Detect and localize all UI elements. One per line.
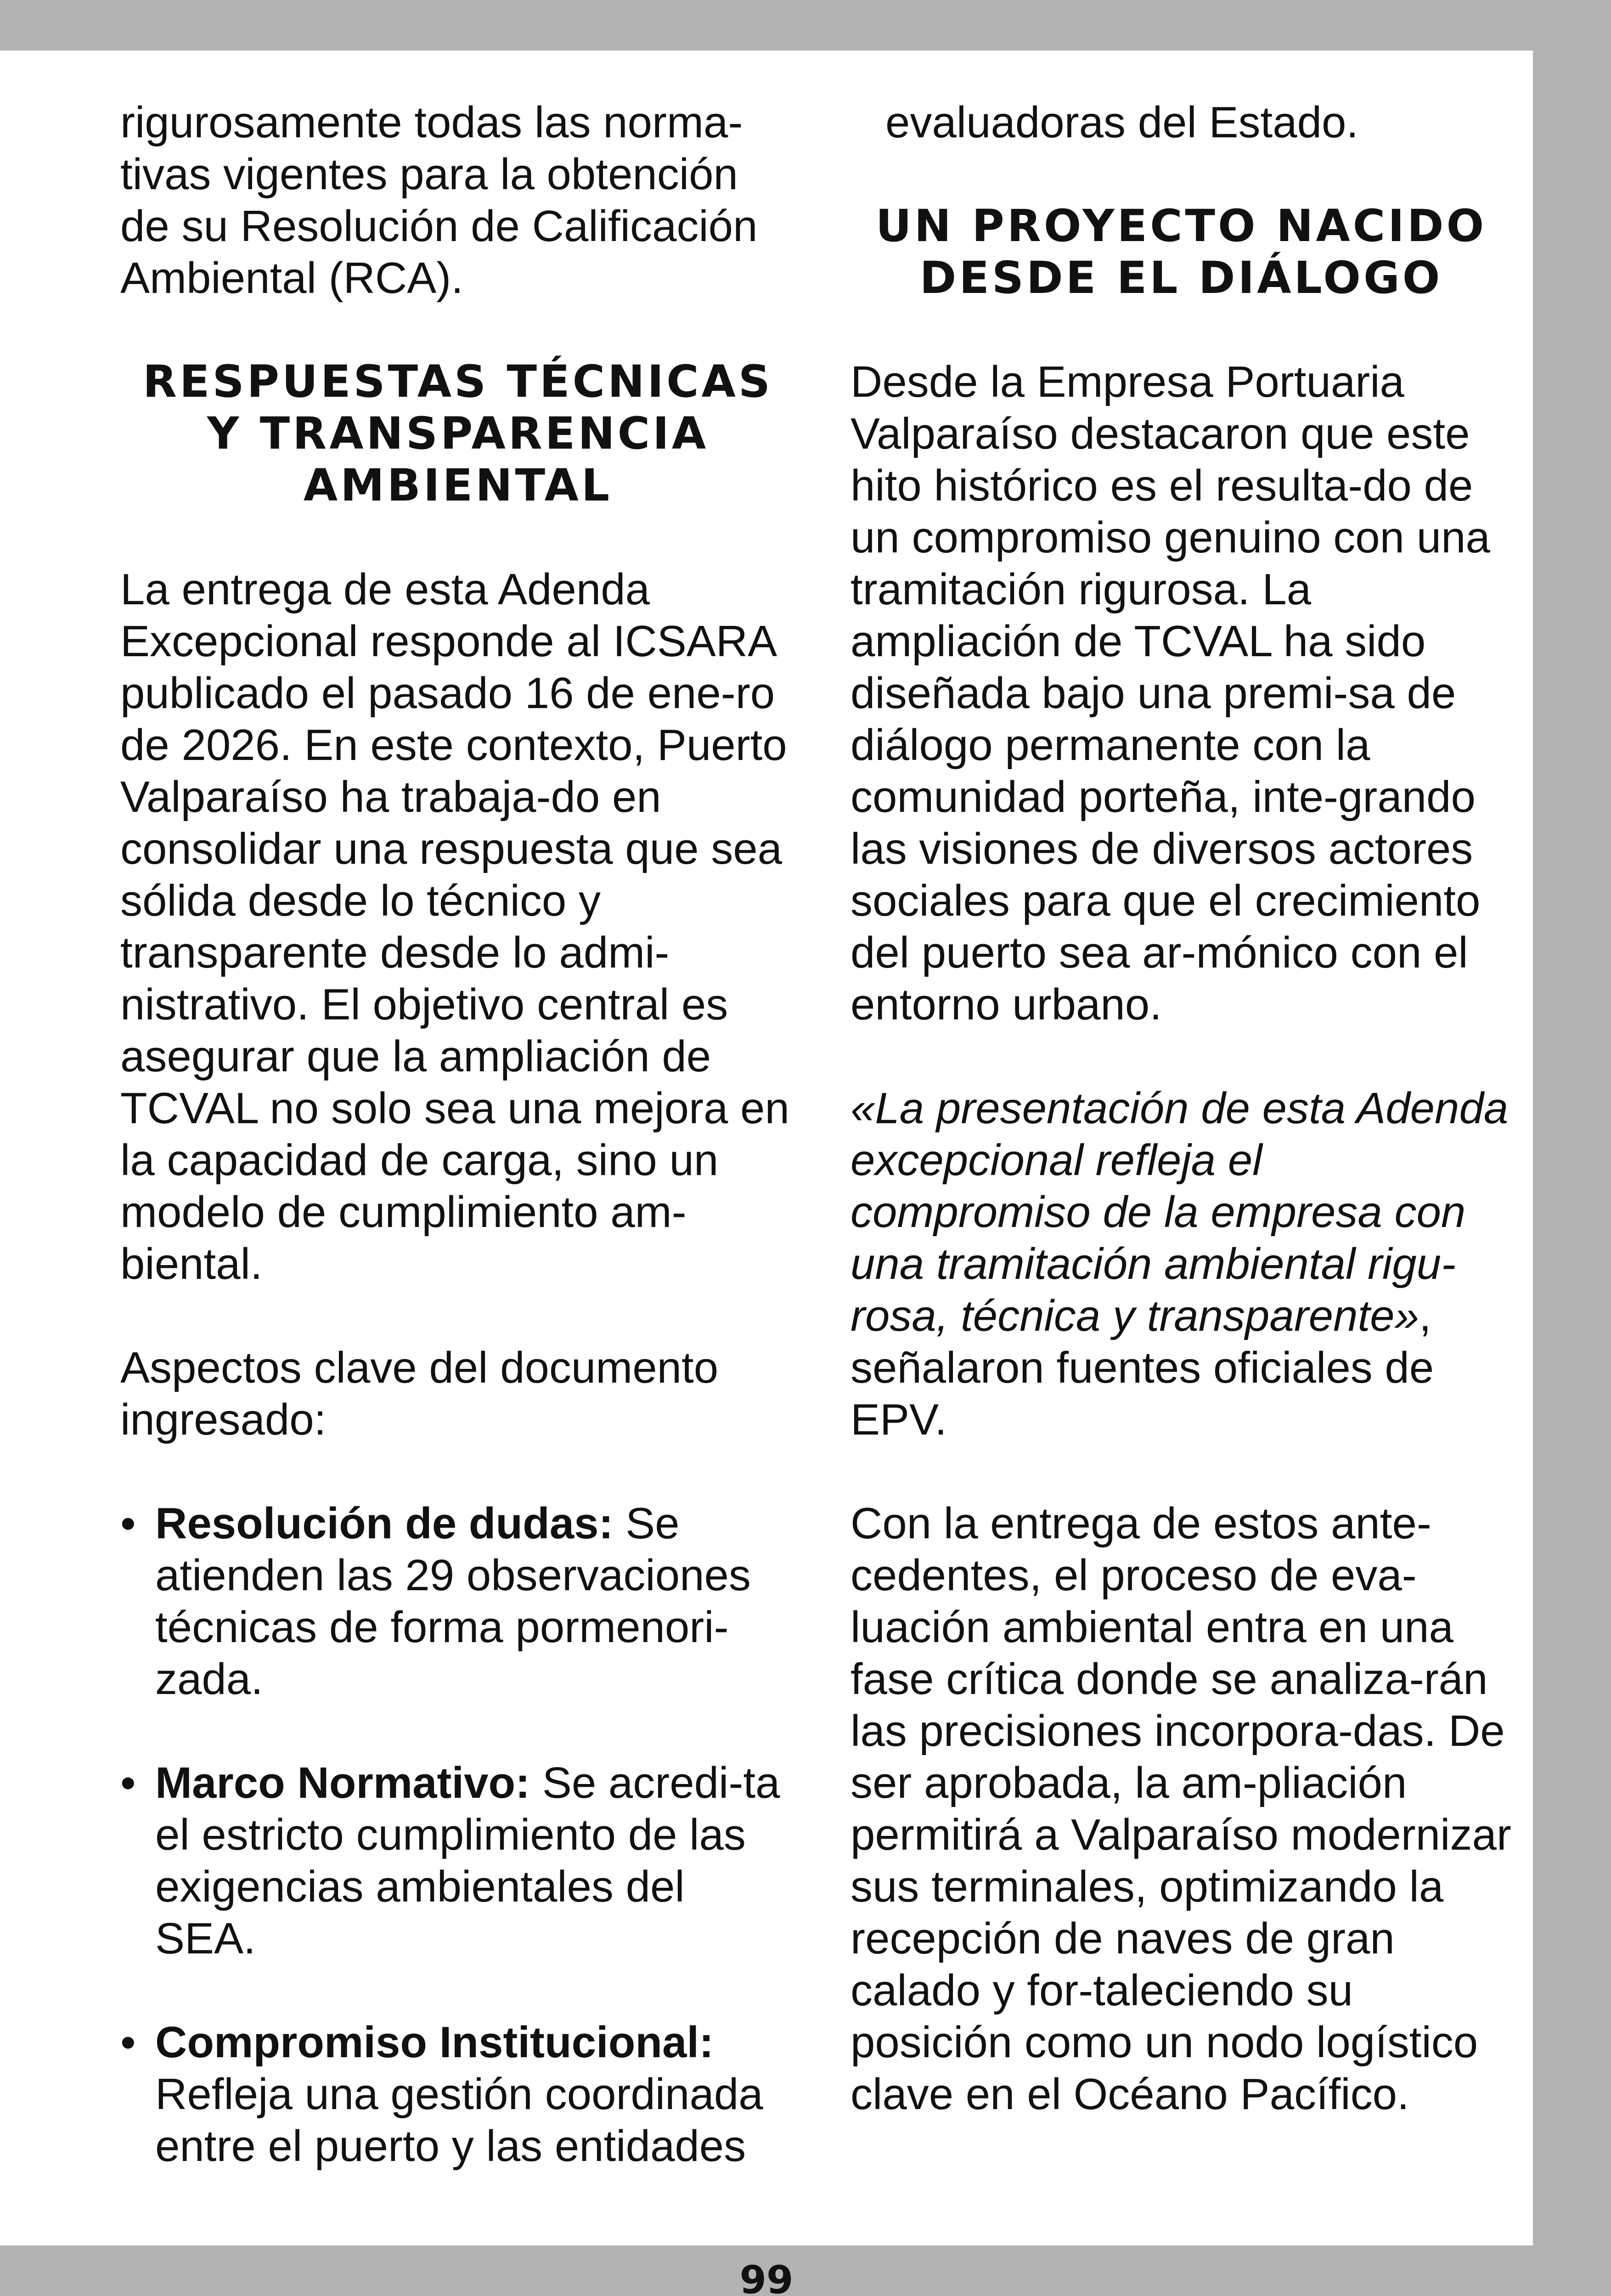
bullet-text: Se acredi-ta el estricto cumplimiento de las exigencias ambientales del SEA. xyxy=(155,1758,780,1963)
bullet-icon: • xyxy=(120,1758,136,1807)
document-page xyxy=(0,51,1533,2296)
left-column xyxy=(120,96,795,2172)
quote-attribution: , señalaron fuentes oficiales de EPV. xyxy=(851,1291,1434,1444)
right-column xyxy=(851,96,1512,2120)
section-heading-dialogue-project: UN PROYECTO NACIDO DESDE EL DIÁLOGO xyxy=(875,200,1487,304)
bullet-text: Se atienden las 29 observaciones técnicas de forma pormenori-zada. xyxy=(155,1499,751,1704)
page-number: 99 xyxy=(739,2257,794,2296)
key-aspects-intro: Aspectos clave del documento ingresado: xyxy=(120,1343,719,1444)
section-heading-technical-responses: RESPUESTAS TÉCNICAS Y TRANSPARENCIA AMBIENTAL xyxy=(142,356,773,511)
bullet-title: Marco Normativo: xyxy=(155,1758,530,1807)
bullet-icon: • xyxy=(120,2018,136,2067)
quote-paragraph xyxy=(851,1082,1512,1446)
continuation-text: evaluadoras del Estado. xyxy=(885,98,1359,147)
body-paragraph: Desde la Empresa Portuaria Valparaíso destacaron que este hito histórico es el resulta-do de un compromiso genuino con una tramitación rigurosa. La ampliación de TCVAL ha sido diseñada bajo una premi-sa de diálogo permanente con la comunidad porteña, inte-grando las visiones de diversos actores sociales para que el crecimiento del puerto sea ar-mónico con el entorno urbano. xyxy=(851,357,1490,1029)
bullet-item-regulatory-framework xyxy=(120,1757,795,1964)
body-paragraph-closing: Con la entrega de estos ante-cedentes, el proceso de eva-luación ambiental entra en una fase crítica donde se analiza-rán las precisiones incorpora-das. De ser aprobada, la am-pliación permitirá a Valparaíso modernizar sus terminales, optimizando la recepción de naves de gran calado y for-taleciendo su posición como un nodo logístico clave en el Océano Pacífico. xyxy=(851,1499,1511,2119)
bullet-text: Refleja una gestión coordinada entre el puerto y las entidades xyxy=(155,2070,763,2171)
body-paragraph: La entrega de esta Adenda Excepcional responde al ICSARA publicado el pasado 16 de ene-ro de 2026. En este contexto, Puerto Valparaíso ha trabaja-do en consolidar una respuesta que sea sólida desde lo técnico y transparente desde lo admi-nistrativo. El objetivo central es asegurar que la ampliación de TCVAL no solo sea una mejora en la capacidad de carga, sino un modelo de cumplimiento am-biental. xyxy=(120,565,789,1289)
bullet-title: Resolución de dudas: xyxy=(155,1499,614,1548)
bullet-item-institutional-commitment xyxy=(120,2016,795,2172)
quote-text: «La presentación de esta Adenda excepcional refleja el compromiso de la empresa con una tramitación ambiental rigu-rosa, técnica y transparente» xyxy=(851,1084,1509,1340)
bullet-item-resolution xyxy=(120,1497,795,1705)
intro-paragraph: rigurosamente todas las norma-tivas vigentes para la obtención de su Resolución de Calificación Ambiental (RCA). xyxy=(120,98,758,303)
bullet-title: Compromiso Institucional: xyxy=(155,2018,714,2067)
bullet-icon: • xyxy=(120,1499,136,1548)
